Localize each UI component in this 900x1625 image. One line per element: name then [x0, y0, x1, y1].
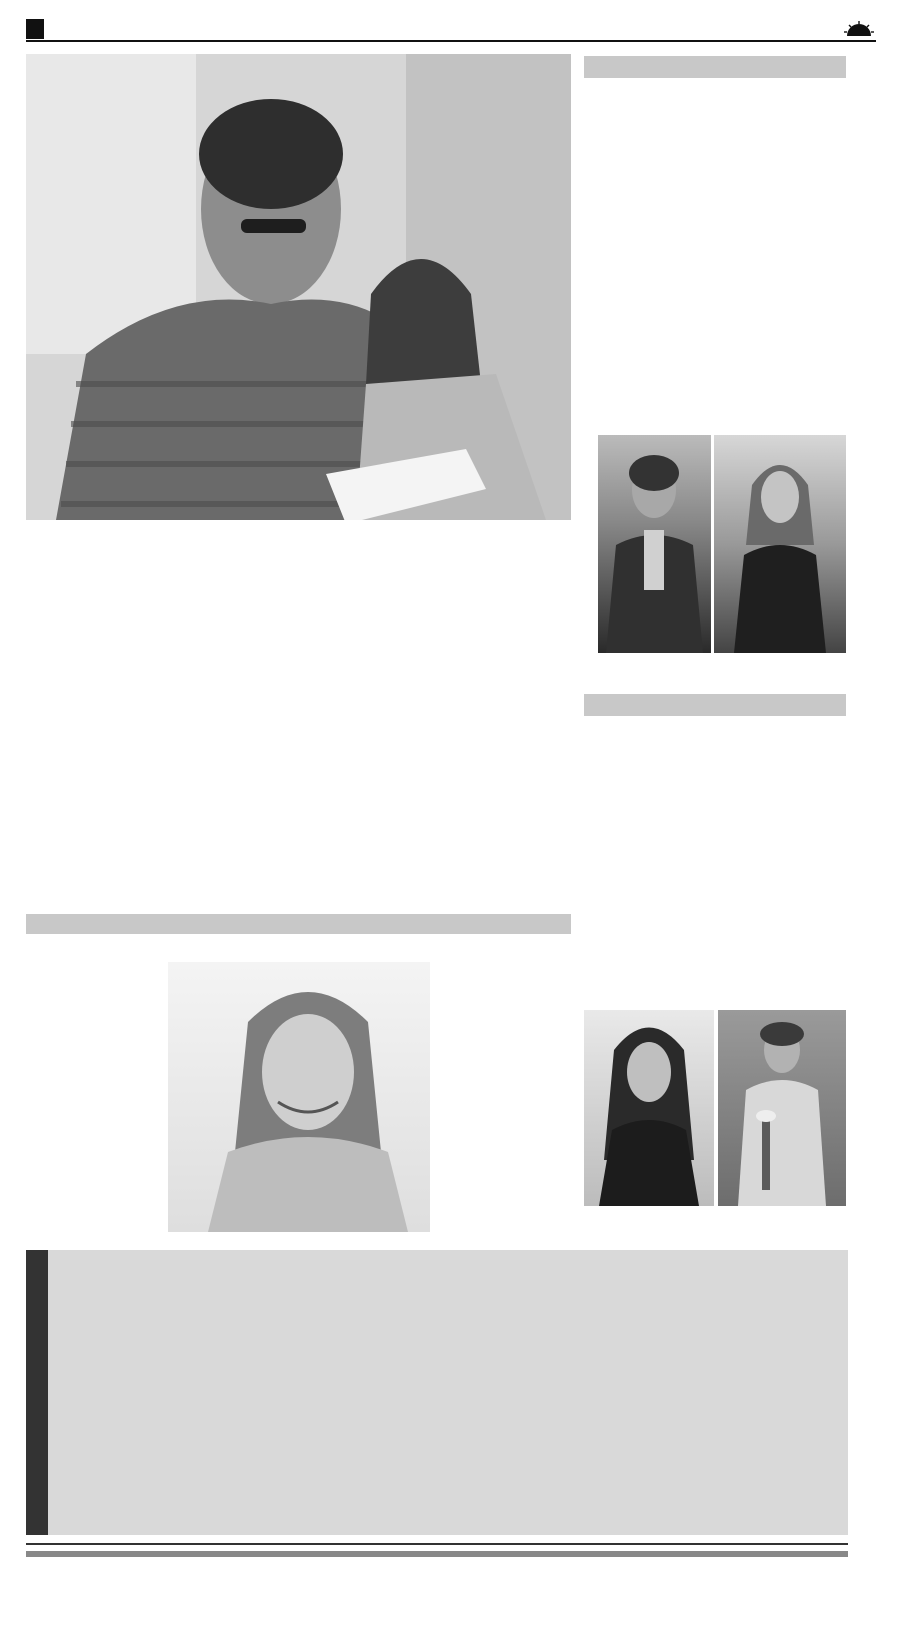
kristal-silva-photo [584, 1010, 714, 1206]
kenta-illustration [718, 1010, 846, 1206]
drew-barrymore-illustration [168, 962, 430, 1232]
footer-rule-1 [26, 1543, 848, 1545]
header-rule [26, 40, 876, 42]
celibato-col-1 [26, 941, 156, 944]
kristal-silva-illustration [584, 1010, 714, 1206]
kenta-photo [718, 1010, 846, 1206]
drew-barrymore-photo [168, 962, 430, 1232]
belleza-top-band [584, 694, 846, 716]
romance-col-1 [584, 130, 710, 133]
header [26, 18, 876, 44]
celibato-band [26, 914, 571, 934]
main-col-1 [26, 622, 154, 627]
harry-styles-photo [598, 435, 711, 653]
horoscopes-label-strip [26, 1250, 48, 1535]
romance-top-band [584, 56, 846, 78]
harry-styles-illustration [598, 435, 711, 653]
main-photo-illustration [26, 54, 571, 520]
olivia-wilde-photo [714, 435, 846, 653]
sun-logo-icon [844, 21, 874, 37]
belleza-col-1 [584, 784, 710, 787]
main-photo [26, 54, 571, 520]
olivia-wilde-illustration [714, 435, 846, 653]
horoscopes-section [26, 1250, 848, 1535]
footer-rule-2 [26, 1551, 848, 1557]
page-number [26, 19, 44, 39]
